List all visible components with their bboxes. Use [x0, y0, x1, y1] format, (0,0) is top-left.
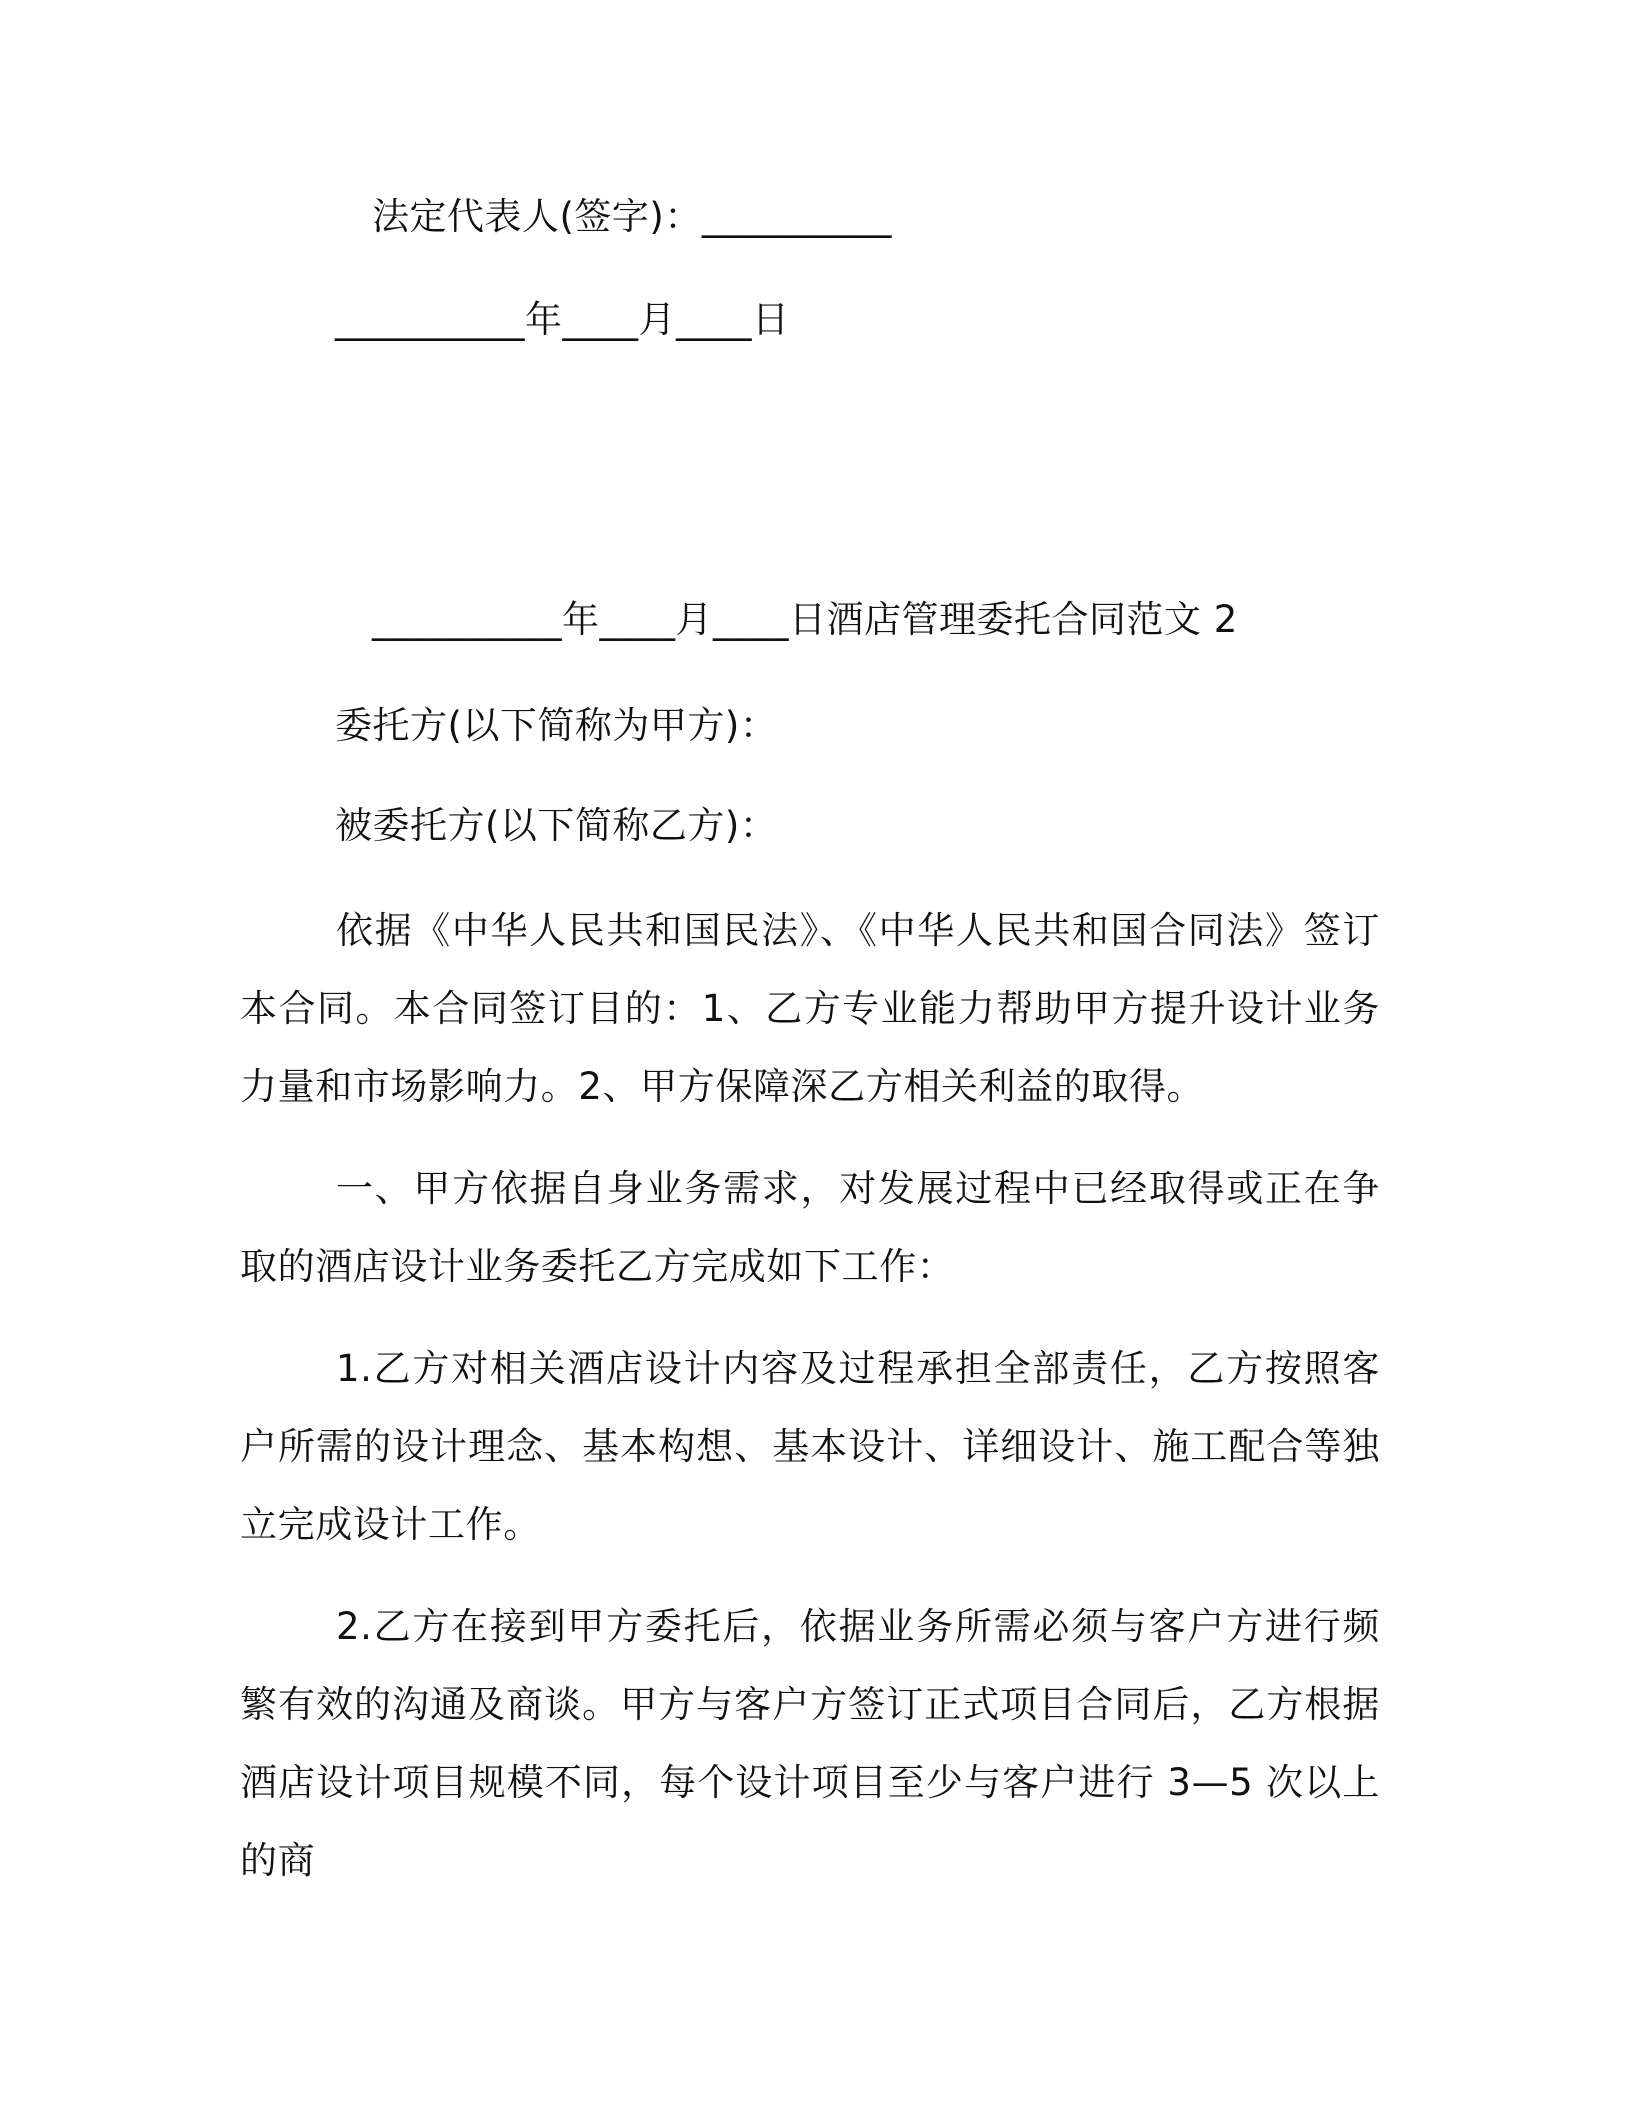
legal-representative-signature-line: 法定代表人(签字)：__________: [372, 195, 892, 238]
paragraph-clause-2: 2.乙方在接到甲方委托后，依据业务所需必须与客户方进行频繁有效的沟通及商谈。甲方与客户方签订正式项目合同后，乙方根据酒店设计项目规模不同，每个设计项目至少与客户进行 3—5 次以上的商: [240, 1605, 1380, 1882]
paragraph-section-one: 一、甲方依据自身业务需求，对发展过程中已经取得或正在争取的酒店设计业务委托乙方完成如下工作：: [240, 1167, 1380, 1288]
paragraph-clause-1: 1.乙方对相关酒店设计内容及过程承担全部责任，乙方按照客户所需的设计理念、基本构想、基本设计、详细设计、施工配合等独立完成设计工作。: [240, 1347, 1380, 1546]
agent-party-line: 被委托方(以下简称乙方)：: [335, 804, 778, 847]
signature-date-line: __________年____月____日: [335, 298, 790, 341]
document-title: __________年____月____日酒店管理委托合同范文 2: [372, 598, 1238, 641]
client-party-line: 委托方(以下简称为甲方)：: [335, 704, 778, 747]
paragraph-legal-basis: 依据《中华人民共和国民法》、《中华人民共和国合同法》签订本合同。本合同签订目的：1、乙方专业能力帮助甲方提升设计业务力量和市场影响力。2、甲方保障深乙方相关利益的取得。: [240, 909, 1380, 1108]
